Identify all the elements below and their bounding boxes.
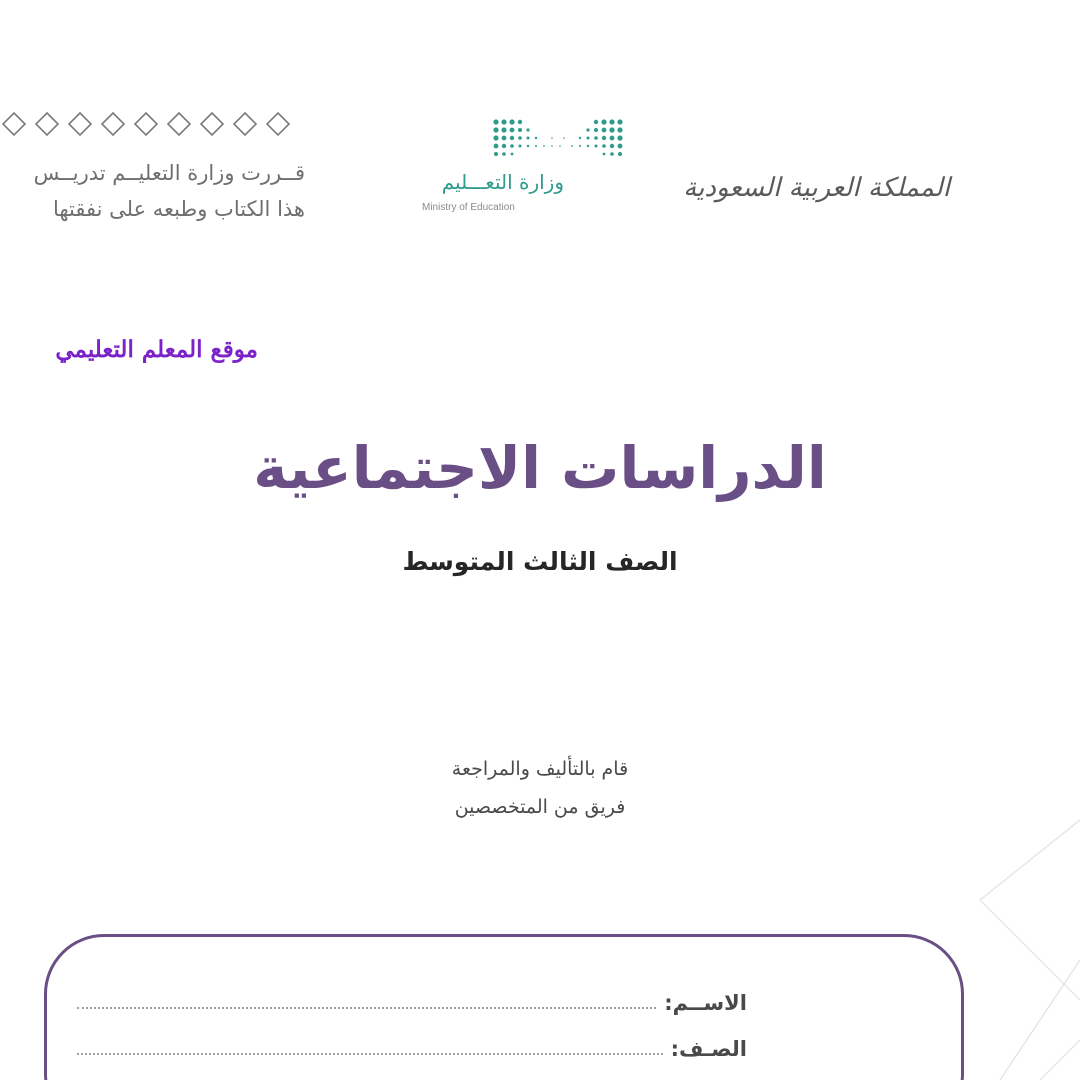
name-row <box>77 979 747 1019</box>
authors-line-2: فريق من المتخصصين <box>454 796 626 818</box>
class-label: الصـف: <box>670 1037 747 1061</box>
diamond-outline-icon <box>0 110 300 138</box>
book-grade: الصف الثالث المتوسط <box>402 547 678 576</box>
kingdom-calligraphy-logo: المملكة العربية السعودية <box>683 173 950 203</box>
authors-line-1: قام بالتأليف والمراجعة <box>451 758 629 780</box>
approval-line-2: هذا الكتاب وطبعه على نفقتها <box>52 197 305 221</box>
ministry-of-education-logo <box>420 108 660 228</box>
site-watermark: موقع المعلم التعليمي <box>55 336 258 363</box>
approval-statement <box>0 155 305 227</box>
name-field[interactable] <box>77 999 656 1009</box>
name-label: الاســم: <box>664 991 747 1015</box>
student-info-box <box>44 934 964 1080</box>
ministry-arabic-name: وزارة التعـــليم <box>441 170 564 194</box>
book-title: الدراسات الاجتماعية <box>253 434 827 502</box>
class-row <box>77 1025 747 1065</box>
class-field[interactable] <box>77 1045 663 1055</box>
dot-pattern-icon <box>488 114 628 164</box>
ministry-english-name: Ministry of Education <box>422 202 515 213</box>
authors-credit <box>0 750 1080 826</box>
approval-line-1: قــررت وزارة التعليــم تدريــس <box>33 161 305 185</box>
